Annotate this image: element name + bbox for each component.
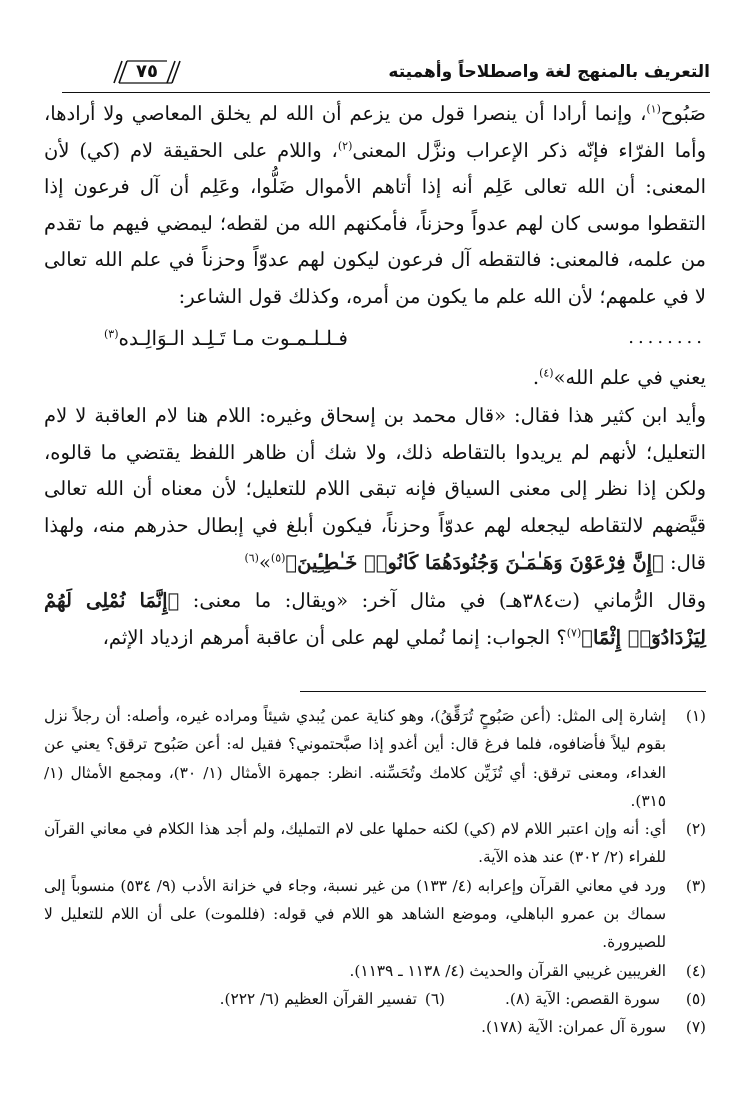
poetry-verse (44, 316, 706, 360)
header-rule (62, 92, 710, 93)
paragraph-2 (44, 360, 706, 397)
text-run: وأيد ابن كثير هذا فقال: «قال محمد بن إسحاق وغيره: اللام هنا لام العاقبة لا لام التعليل؛ لأنهم لم يريدوا بالتقاطه ذلك، ولا شك أن ظاهر اللفظ يقتضي ما قالوه، ولكن إذا نظر إلى معنى السياق فإنه تبقى اللام للتعليل؛ لأن معناه أن الله تعالى قيَّضهم لالتقاطه ليجعله لهم عدوّاً وحزناً، فيكون أبلغ في إبطال حذرهم منه، ولهذا قال: (44, 404, 706, 574)
quran-verse: ﴿إِنَّمَا نُمْلِى لَهُمْ لِيَزْدَادُوٓا۟ إِثْمًا﴾ (44, 589, 706, 649)
footnote-number: (٤) (685, 961, 706, 980)
verse-first-hemistich-ellipsis: ........ (628, 327, 706, 349)
footnote-separator (300, 691, 706, 692)
paragraph-1 (44, 96, 706, 316)
footnote-number: (٥) (685, 989, 706, 1008)
footnote-number: (٣) (685, 876, 706, 895)
footnote-7 (44, 1013, 706, 1041)
chapter-title: التعريف بالمنهج لغة واصطلاحاً وأهميته (388, 62, 710, 82)
footnote-text: الغريبين غريبي القرآن والحديث (٤/ ١١٣٨ ـ ١١٣٩). (349, 961, 666, 980)
footnote-1 (44, 702, 706, 815)
footnote-ref-5: (٥) (270, 551, 286, 565)
page-number: ٧٥ (136, 61, 158, 82)
text-run: . (532, 365, 540, 389)
footnote-6 (220, 985, 445, 1013)
text-run: ، واللام على الحقيقة لام (كي) لأن المعنى: أن الله تعالى عَلِم أنه إذا أتاهم الأموال ضَلُّوا، وعَلِم أن آل فرعون إذا التقطوا موسى كان لهم عدواً وحزناً، فأمكنهم الله من لقطه؛ ليمضي فيهم ما تقدم من علمه، فالمعنى: فالتقطه آل فرعون ليكون لهم عدوّاً وحزناً في علم الله تعالى لا في علمهم؛ لأن الله علم ما يكون من أمره، وكذلك قول الشاعر: (44, 138, 706, 308)
footnote-ref-7: (٧) (566, 626, 582, 640)
footnote-number: (١) (685, 707, 706, 725)
footnote-ref-4: (٤) (539, 366, 554, 380)
footnote-ref-2: (٢) (337, 139, 353, 153)
paragraph-3 (44, 398, 706, 581)
verse-second-hemistich (104, 326, 348, 350)
text-run: ؟ الجواب: إنما نُملي لهم على أن عاقبة أمرهم ازدياد الإثم، (102, 625, 567, 649)
main-text (44, 96, 706, 656)
footnote-number: (٦) (424, 989, 446, 1008)
text-run: وقال الرُّماني (ت٣٨٤هـ) في مثال آخر: «ويقال: ما معنى: (179, 589, 706, 613)
footnote-number: (٧) (685, 1018, 706, 1037)
footnote-pair (44, 985, 706, 1013)
text-run: ، وإنما أرادا أن ينصرا قول من يزعم أن الله لم يخلق المعاصي ولا أرادها، وأما الفرّاء فإنّه ذكر الإعراب ونزَّل المعنى (44, 102, 706, 162)
footnote-4 (44, 957, 706, 985)
paragraph-4 (44, 583, 706, 656)
quran-verse: ﴿إِنَّ فِرْعَوْنَ وَهَـٰمَـٰنَ وَجُنُودَهُمَا كَانُوا۟ خَـٰطِـِٔينَ﴾ (285, 550, 664, 574)
footnote-3 (44, 872, 706, 957)
footnote-ref-3: (٣) (104, 326, 119, 340)
footnote-text: سورة القصص: الآية (٨). (505, 989, 660, 1008)
footnote-text: أي: أنه وإن اعتبر اللام لام (كي) لكنه حملها على لام التمليك، ولم أجد هذا الكلام في معاني القرآن للفراء (٢/ ٣٠٢) عند هذه الآية. (44, 820, 666, 867)
text-run: » (258, 550, 271, 574)
verse-text: فـلـلـمـوت مـا تَـلِـد الـوَالِـده (118, 325, 348, 350)
footnote-text: سورة آل عمران: الآية (١٧٨). (481, 1018, 666, 1037)
footnote-text: تفسير القرآن العظيم (٦/ ٢٢٢). (219, 989, 417, 1008)
text-run: يعني في علم الله» (553, 365, 706, 389)
footnote-ref-1: (١) (646, 102, 661, 116)
footnote-2 (44, 815, 706, 872)
footnote-text: إشارة إلى المثل: (أعن صَبُوحٍ تُرَقِّقُ)، وهو كناية عمن يُبدي شيئاً ومراده غيره، وأصله: أن رجلاً نزل بقوم ليلاً فأضافوه، فلما فرغ قال: أين أغدو إذا صبَّحتموني؟ فقيل له: أعن صَبُوح ترقق؟ يعني عن الغداء، ومعنى ترقق: أي تُزَيِّن كلامك وتُحَسِّنه. انظر: جمهرة الأمثال (١/ ٣٠)، ومجمع الأمثال (١/ ٣١٥). (44, 707, 666, 810)
footnote-5 (505, 985, 706, 1013)
running-header (62, 58, 710, 86)
page-number-frame (110, 60, 184, 84)
footnote-ref-6: (٦) (244, 551, 259, 565)
footnote-text: ورد في معاني القرآن وإعرابه (٤/ ١٣٣) من غير نسبة، وجاء في خزانة الأدب (٩/ ٥٣٤) منسوباً إلى سماك بن عمرو الباهلي، وموضع الشاهد هو اللام في قوله: (فللموت) على أن اللام للتعليل لا للصيرورة. (44, 876, 666, 952)
text-run: صَبُوح (660, 102, 706, 125)
footnote-number: (٢) (685, 820, 706, 839)
footnotes (44, 702, 706, 1042)
